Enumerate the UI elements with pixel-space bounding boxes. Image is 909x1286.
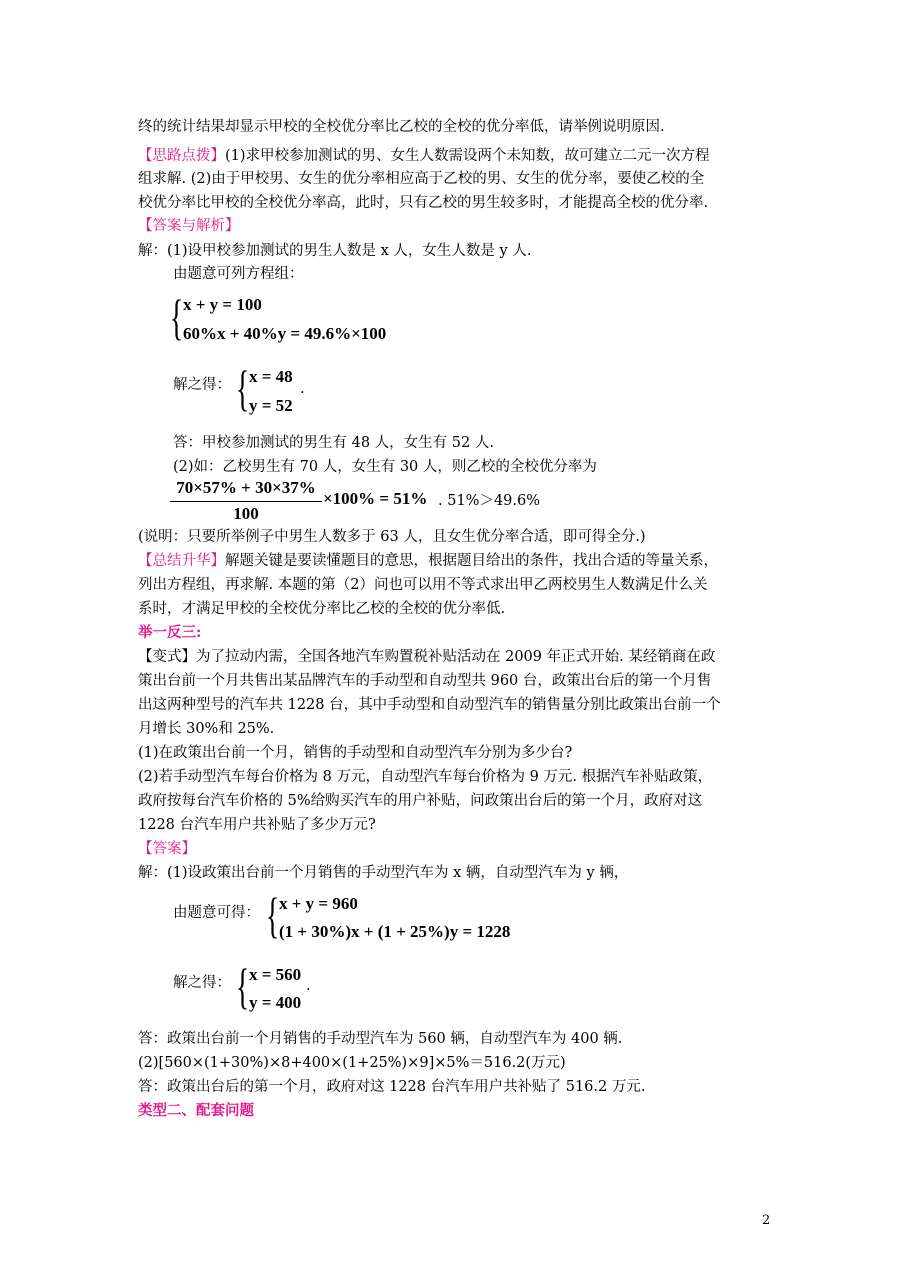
tip-tag: 【思路点拨】 xyxy=(138,148,225,164)
summary-line: 【总结升华】解题关键是要读懂题目的意思，根据题目给出的条件，找出合适的等量关系， xyxy=(138,553,718,569)
variant-tag: 【变式】 xyxy=(138,649,196,665)
text-line: 由题意可列方程组： xyxy=(173,266,304,282)
text-line: 1228 台汽车用户共补贴了多少万元? xyxy=(138,817,376,833)
section-title: 类型二、配套问题 xyxy=(138,1102,254,1119)
text-line: 出这两种型号的汽车共 1228 台，其中手动型和自动型汽车的销售量分别比政策出台前一个 xyxy=(138,697,721,713)
text-line: . xyxy=(300,381,305,397)
text-line: 解之得： xyxy=(173,377,231,393)
text-line: 月增长 30%和 25%. xyxy=(138,721,275,737)
equation: 60%x + 40%y = 49.6%×100 xyxy=(183,324,387,343)
text-line: 政府按每台汽车价格的 5%给购买汽车的用户补贴，问政策出台后的第一个月，政府对这 xyxy=(138,793,703,809)
text-line: 终的统计结果却显示甲校的全校优分率比乙校的全校的优分率低，请举例说明原因. xyxy=(138,119,665,135)
equation: y = 52 xyxy=(249,396,293,415)
text-line: 解：(1)设政策出台前一个月销售的手动型汽车为 x 辆，自动型汽车为 y 辆， xyxy=(138,865,629,881)
text-line: 解：(1)设甲校参加测试的男生人数是 x 人，女生人数是 y 人. xyxy=(138,243,532,259)
brace-icon: { xyxy=(236,958,250,1014)
summary-tag: 【总结升华】 xyxy=(138,553,225,569)
brace-icon: { xyxy=(266,887,280,943)
question-2: (2)若手动型汽车每台价格为 8 万元，自动型汽车每台价格为 9 万元. 根据汽车补贴政策， xyxy=(138,769,713,785)
text-line: 系时，才满足甲校的全校优分率比乙校的全校的优分率低. xyxy=(138,601,506,617)
brace-icon: { xyxy=(170,289,184,345)
text-line: 列出方程组，再求解. 本题的第（2）问也可以用不等式求出甲乙两校男生人数满足什么关 xyxy=(138,577,708,593)
text-line: (2)[560×(1+30%)×8+400×(1+25%)×9]×5%＝516.2(万元) xyxy=(138,1055,566,1071)
equation: y = 400 xyxy=(249,993,302,1012)
equation: x = 48 xyxy=(249,367,293,386)
text-line: 答：政策出台前一个月销售的手动型汽车为 560 辆，自动型汽车为 400 辆. xyxy=(138,1031,623,1047)
text-line: 校优分率比甲校的全校优分率高，此时，只有乙校的男生较多时，才能提高全校的优分率. xyxy=(138,195,709,211)
equation: x + y = 960 xyxy=(279,894,358,913)
brace-icon: { xyxy=(236,360,250,416)
question-1: (1)在政策出台前一个月，销售的手动型和自动型汽车分别为多少台? xyxy=(138,745,573,761)
tip-line: 【思路点拨】(1)求甲校参加测试的男、女生人数需设两个未知数，故可建立二元一次方程 xyxy=(138,148,710,164)
text-line: . xyxy=(306,978,311,994)
text-line: (2)如：乙校男生有 70 人，女生有 30 人，则乙校的全校优分率为 xyxy=(173,459,597,475)
fraction-bar xyxy=(170,501,322,502)
text-line: 策出台前一个月共售出某品牌汽车的手动型和自动型共 960 台，政策出台后的第一个月售 xyxy=(138,673,712,689)
fraction-numerator: 70×57% + 30×37% xyxy=(176,478,316,497)
page-number: 2 xyxy=(762,1213,771,1228)
text-line: 答：政策出台后的第一个月，政府对这 1228 台汽车用户共补贴了 516.2 万元. xyxy=(138,1079,646,1095)
equation: (1 + 30%)x + (1 + 25%)y = 1228 xyxy=(279,922,511,941)
text-line: . 51%＞49.6% xyxy=(438,493,541,509)
text-line: 由题意可得： xyxy=(173,905,260,921)
note-line: (说明：只要所举例子中男生人数多于 63 人，且女生优分率合适，即可得全分.) xyxy=(138,529,646,545)
practice-title: 举一反三: xyxy=(138,624,202,641)
variant-line: 【变式】为了拉动内需，全国各地汽车购置税补贴活动在 2009 年正式开始. 某经销商在政 xyxy=(138,649,716,665)
equation: ×100% = 51% xyxy=(323,489,428,508)
text-line: 解之得： xyxy=(173,975,231,991)
fraction-denominator: 100 xyxy=(233,504,259,523)
text-line: 答：甲校参加测试的男生有 48 人，女生有 52 人. xyxy=(173,435,494,451)
answer-tag: 【答案】 xyxy=(138,841,196,857)
answer-analysis-tag: 【答案与解析】 xyxy=(138,218,240,234)
text-line: 组求解. (2)由于甲校男、女生的优分率相应高于乙校的男、女生的优分率，要使乙校的全 xyxy=(138,171,705,187)
equation: x + y = 100 xyxy=(183,295,262,314)
equation: x = 560 xyxy=(249,965,302,984)
